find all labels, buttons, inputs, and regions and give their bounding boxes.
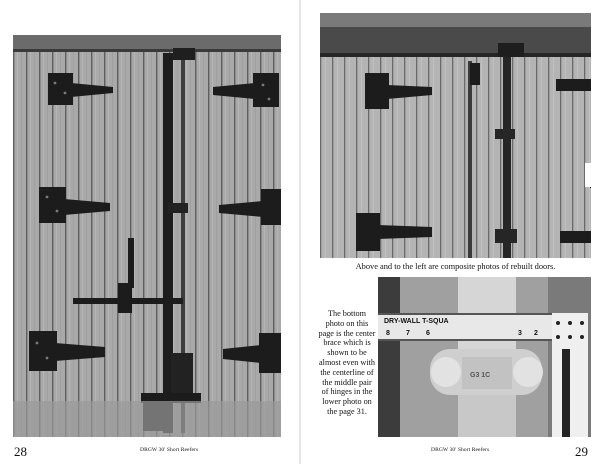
left-page-footer: DRGW 30' Short Reefers — [140, 447, 199, 453]
right-page-footer: DRGW 30' Short Reefers — [431, 447, 490, 453]
tape-number-7: 7 — [406, 330, 410, 337]
left-door-photo — [13, 13, 281, 437]
tape-number-2: 2 — [534, 330, 538, 337]
page-gutter — [299, 0, 301, 464]
right-top-door-illustration — [320, 13, 591, 258]
center-brace-illustration — [378, 277, 591, 437]
tape-brand-text: DRY-WALL T-SQUA — [384, 318, 449, 325]
right-page-number: 29 — [575, 444, 588, 459]
top-photo-caption: Above and to the left are composite photos of rebuilt doors. — [355, 262, 556, 271]
center-brace-photo — [378, 277, 591, 437]
tape-number-6: 6 — [426, 330, 430, 337]
brace-casting-text: G3 1C — [470, 372, 491, 379]
left-page-number: 28 — [14, 444, 27, 459]
tape-number-3: 3 — [518, 330, 522, 337]
left-door-illustration — [13, 13, 281, 437]
tape-number-8: 8 — [386, 330, 390, 337]
right-top-door-photo — [320, 13, 591, 258]
side-caption: The bottom photo on this page is the center brace which is shown to be almost even with the centerline of the middle pair of hinges in the lower photo on the page 31. — [318, 309, 376, 416]
